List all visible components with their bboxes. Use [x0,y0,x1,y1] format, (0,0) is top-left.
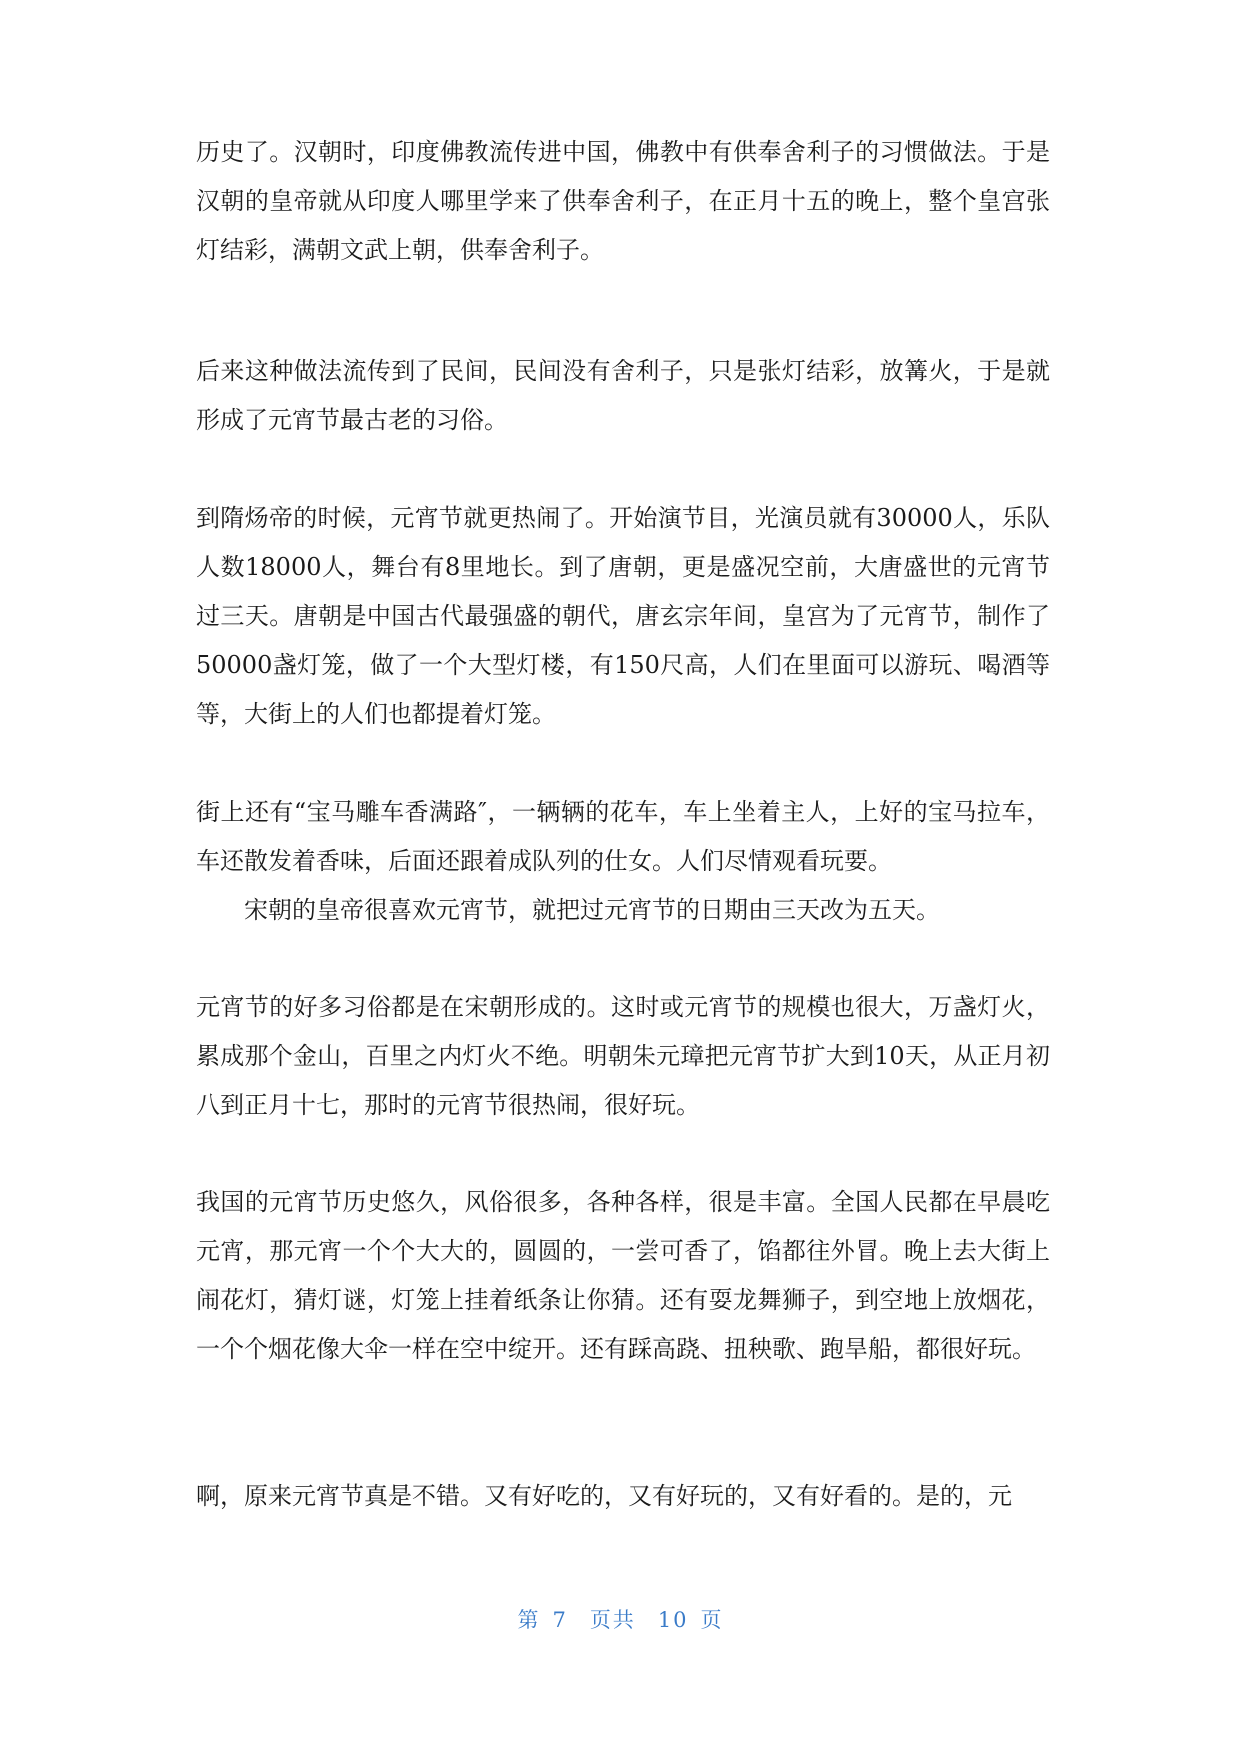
footer-suffix: 页 [700,1608,724,1632]
paragraph-han-dynasty: 历史了。汉朝时，印度佛教流传进中国，佛教中有供奉舍利子的习惯做法。于是汉朝的皇帝就从印度人哪里学来了供奉舍利子，在正月十五的晚上，整个皇宫张灯结彩，满朝文武上朝，供奉舍利子。 [196,138,1050,264]
paragraph-street-scene: 街上还有“宝马雕车香满路″，一辆辆的花车，车上坐着主人，上好的宝马拉车，车还散发着香味，后面还跟着成队列的仕女。人们尽情观看玩要。 [196,798,1050,875]
paragraph-conclusion: 啊，原来元宵节真是不错。又有好吃的，又有好玩的，又有好看的。是的，元 [196,1482,1012,1510]
paragraph-song-emperor: 宋朝的皇帝很喜欢元宵节，就把过元宵节的日期由三天改为五天。 [244,896,940,924]
paragraph-song-ming: 元宵节的好多习俗都是在宋朝形成的。这时或元宵节的规模也很大，万盏灯火，累成那个金山，百里之内灯火不绝。明朝朱元璋把元宵节扩大到10天，从正月初八到正月十七，那时的元宵节很热闹，很好玩。 [196,993,1050,1119]
page-footer [0,1605,1241,1635]
footer-middle: 页共 [589,1608,636,1632]
paragraph-folk-custom: 后来这种做法流传到了民间，民间没有舍利子，只是张灯结彩，放篝火，于是就形成了元宵节最古老的习俗。 [196,357,1050,434]
paragraph-sui-tang: 到隋炀帝的时候，元宵节就更热闹了。开始演节目，光演员就有30000人，乐队人数18000人，舞台有8里地长。到了唐朝，更是盛况空前，大唐盛世的元宵节过三天。唐朝是中国古代最强盛的朝代，唐玄宗年间，皇宫为了元宵节，制作了50000盏灯笼，做了一个大型灯楼，有150尺高，人们在里面可以游玩、喝酒等等，大街上的人们也都提着灯笼。 [196,504,1050,728]
footer-prefix: 第 [517,1608,541,1632]
total-pages-number: 10 [657,1608,689,1632]
current-page-number: 7 [552,1608,568,1632]
paragraph-customs: 我国的元宵节历史悠久，风俗很多，各种各样，很是丰富。全国人民都在早晨吃元宵，那元宵一个个大大的，圆圆的，一尝可香了，馅都往外冒。晚上去大街上闹花灯，猜灯谜，灯笼上挂着纸条让你猜。还有耍龙舞狮子，到空地上放烟花，一个个烟花像大伞一样在空中绽开。还有踩高跷、扭秧歌、跑旱船，都很好玩。 [196,1188,1050,1363]
